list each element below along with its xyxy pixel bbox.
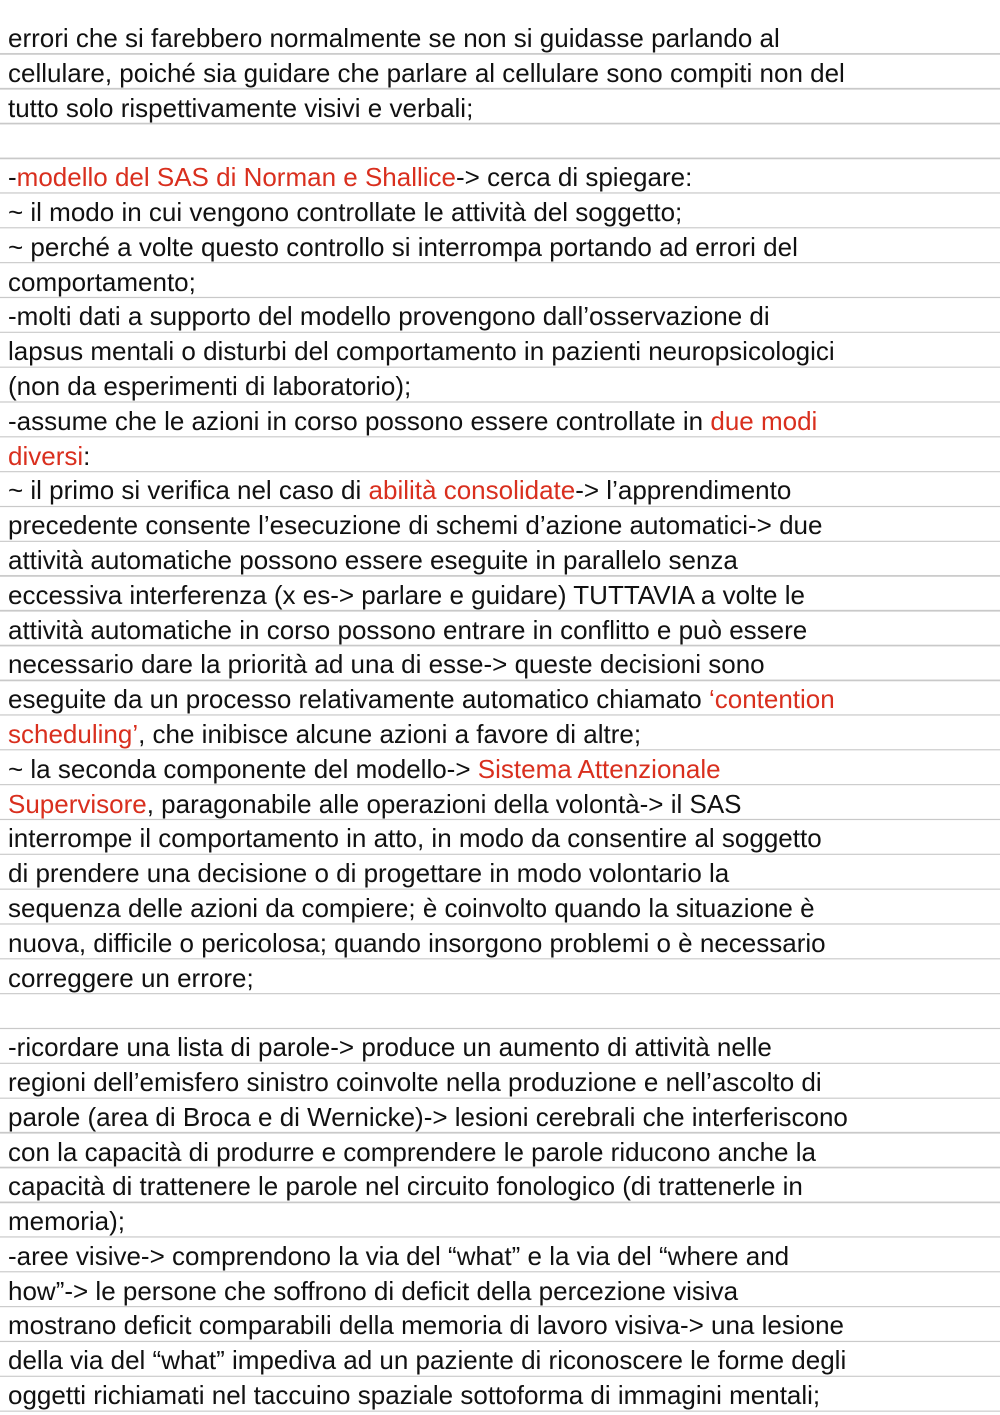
text-segment: how”-> le persone che soffrono di deficit della percezione visiva xyxy=(8,1275,739,1306)
text-segment: -molti dati a supporto del modello provengono dall’osservazione di xyxy=(8,301,770,332)
highlighted-term: diversi xyxy=(8,440,84,471)
text-segment: -> cerca di spiegare: xyxy=(456,162,693,193)
highlighted-term: Supervisore xyxy=(8,788,147,819)
text-segment: : xyxy=(83,440,91,471)
text-segment: necessario dare la priorità ad una di esse-> queste decisioni sono xyxy=(8,649,765,680)
text-line xyxy=(8,787,998,822)
text-line xyxy=(8,752,998,787)
text-line xyxy=(8,1343,998,1378)
text-line xyxy=(8,1065,998,1100)
text-line xyxy=(8,856,998,891)
text-line xyxy=(8,369,998,404)
text-line xyxy=(8,473,998,508)
text-segment: regioni dell’emisfero sinistro coinvolte nella produzione e nell’ascolto di xyxy=(8,1066,822,1097)
text-line xyxy=(8,1135,998,1170)
text-segment: ~ il primo si verifica nel caso di xyxy=(8,475,369,506)
text-line xyxy=(8,508,998,543)
text-segment: con la capacità di produrre e comprendere le parole riducono anche la xyxy=(8,1136,816,1167)
text-line xyxy=(8,717,998,752)
text-segment: nuova, difficile o pericolosa; quando insorgono problemi o è necessario xyxy=(8,927,826,958)
text-line xyxy=(8,404,998,439)
text-segment: -ricordare una lista di parole-> produce un aumento di attività nelle xyxy=(8,1032,772,1063)
text-line xyxy=(8,682,998,717)
text-line xyxy=(8,613,998,648)
text-line xyxy=(8,1239,998,1274)
highlighted-term: ‘contention xyxy=(708,684,835,715)
text-segment: , che inibisce alcune azioni a favore di altre; xyxy=(138,718,642,749)
highlighted-term: due modi xyxy=(710,405,818,436)
text-line xyxy=(8,821,998,856)
highlighted-term: Sistema Attenzionale xyxy=(477,753,721,784)
text-segment: sequenza delle azioni da compiere; è coinvolto quando la situazione è xyxy=(8,892,815,923)
text-segment: attività automatiche possono essere eseguite in parallelo senza xyxy=(8,544,738,575)
text-segment: precedente consente l’esecuzione di schemi d’azione automatici-> due xyxy=(8,510,823,541)
text-line xyxy=(8,961,998,996)
text-line xyxy=(8,1378,998,1413)
text-segment: ~ la seconda componente del modello-> xyxy=(8,753,478,784)
text-segment: -assume che le azioni in corso possono essere controllate in xyxy=(8,405,711,436)
blank-line xyxy=(8,125,998,160)
highlighted-term: modello del SAS di Norman e Shallice xyxy=(16,162,457,193)
text-line xyxy=(8,543,998,578)
text-line xyxy=(8,160,998,195)
text-segment: parole (area di Broca e di Wernicke)-> lesioni cerebrali che interferiscono xyxy=(8,1101,848,1132)
text-segment: interrompe il comportamento in atto, in modo da consentire al soggetto xyxy=(8,823,822,854)
highlighted-term: scheduling’ xyxy=(8,718,139,749)
text-segment: ~ il modo in cui vengono controllate le attività del soggetto; xyxy=(8,196,683,227)
text-segment: tutto solo rispettivamente visivi e verbali; xyxy=(8,92,474,123)
text-segment: eseguite da un processo relativamente automatico chiamato xyxy=(8,684,709,715)
text-line xyxy=(8,56,998,91)
text-line xyxy=(8,265,998,300)
text-line xyxy=(8,195,998,230)
text-line xyxy=(8,299,998,334)
text-segment: mostrano deficit comparabili della memoria di lavoro visiva-> una lesione xyxy=(8,1310,844,1341)
text-segment: -> l’apprendimento xyxy=(575,475,792,506)
text-line xyxy=(8,1308,998,1343)
text-line xyxy=(8,1100,998,1135)
text-line xyxy=(8,230,998,265)
text-line xyxy=(8,91,998,126)
text-line xyxy=(8,1274,998,1309)
text-segment: - xyxy=(8,162,17,193)
text-line xyxy=(8,926,998,961)
note-text-body xyxy=(8,21,998,1413)
text-segment: ~ perché a volte questo controllo si interrompa portando ad errori del xyxy=(8,231,798,262)
text-line xyxy=(8,439,998,474)
text-line xyxy=(8,21,998,56)
text-segment: correggere un errore; xyxy=(8,962,254,993)
text-segment: attività automatiche in corso possono entrare in conflitto e può essere xyxy=(8,614,808,645)
text-segment: -aree visive-> comprendono la via del “what” e la via del “where and xyxy=(8,1240,790,1271)
text-line xyxy=(8,1030,998,1065)
text-line xyxy=(8,891,998,926)
text-line xyxy=(8,1169,998,1204)
text-segment: , paragonabile alle operazioni della volontà-> il SAS xyxy=(146,788,742,819)
text-segment: errori che si farebbero normalmente se non si guidasse parlando al xyxy=(8,23,780,53)
text-segment: di prendere una decisione o di progettare in modo volontario la xyxy=(8,858,730,889)
text-segment: comportamento; xyxy=(8,266,196,297)
text-line xyxy=(8,647,998,682)
text-segment: (non da esperimenti di laboratorio); xyxy=(8,370,412,401)
blank-line xyxy=(8,995,998,1030)
highlighted-term: abilità consolidate xyxy=(368,475,576,506)
text-segment: oggetti richiamati nel taccuino spaziale sottoforma di immagini mentali; xyxy=(8,1380,821,1411)
text-segment: eccessiva interferenza (x es-> parlare e guidare) TUTTAVIA a volte le xyxy=(8,579,805,610)
text-segment: lapsus mentali o disturbi del comportamento in pazienti neuropsicologici xyxy=(8,336,835,367)
text-segment: cellulare, poiché sia guidare che parlare al cellulare sono compiti non del xyxy=(8,57,845,88)
text-line xyxy=(8,578,998,613)
text-segment: della via del “what” impediva ad un paziente di riconoscere le forme degli xyxy=(8,1345,847,1376)
text-line xyxy=(8,1204,998,1239)
text-line xyxy=(8,334,998,369)
text-segment: capacità di trattenere le parole nel circuito fonologico (di trattenerle in xyxy=(8,1171,803,1202)
text-segment: memoria); xyxy=(8,1206,126,1237)
